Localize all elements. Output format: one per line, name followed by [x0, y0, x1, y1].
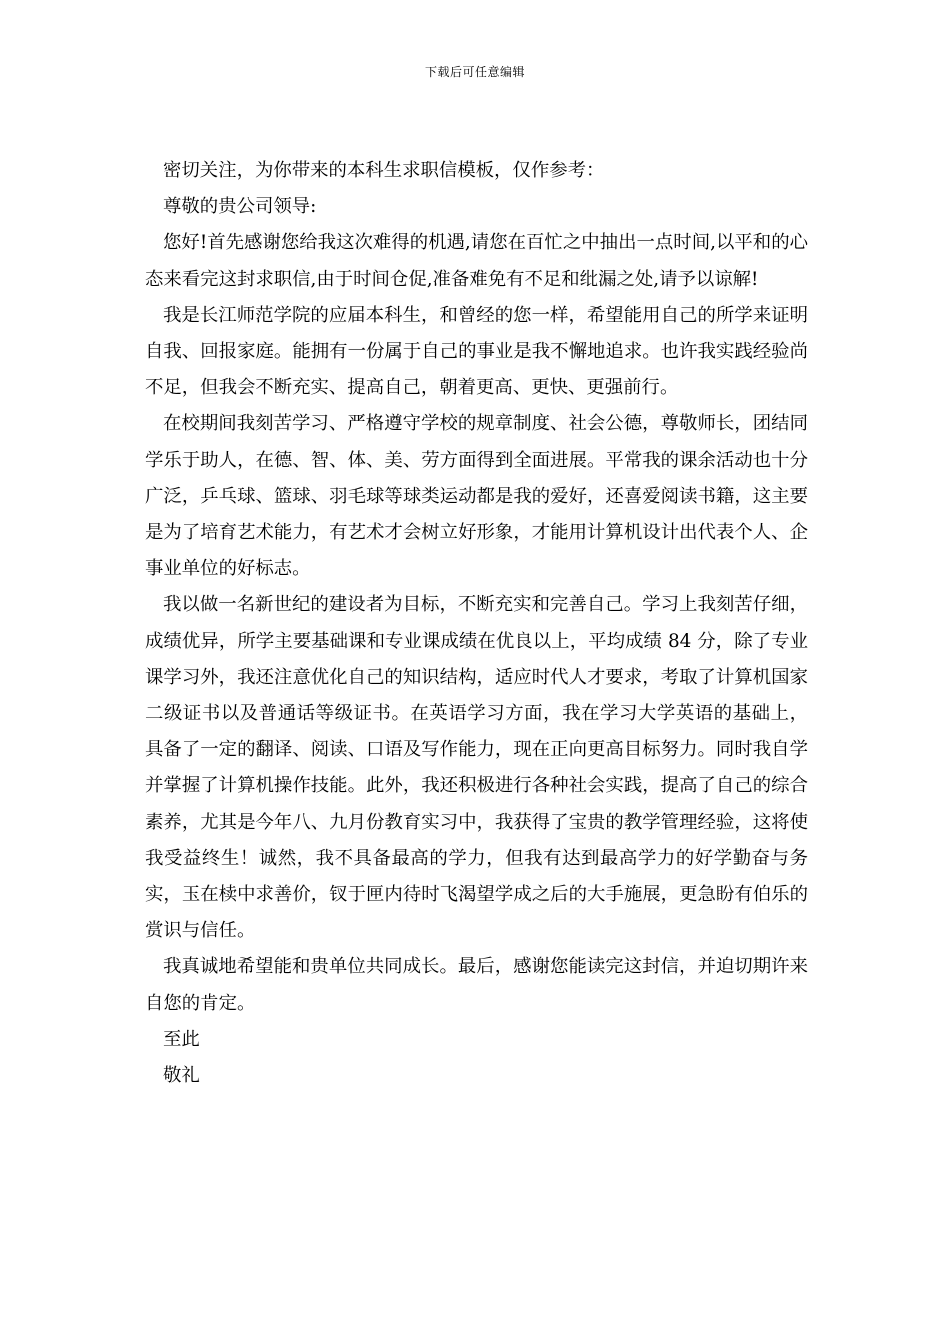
- letter-intro: 密切关注，为你带来的本科生求职信模板，仅作参考：: [163, 160, 605, 181]
- letter-paragraph-greeting: 您好!首先感谢您给我这次难得的机遇,请您在百忙之中抽出一点时间,以平和的心态来看完这封求职信,由于时间仓促,准备难免有不足和纰漏之处,请予以谅解!: [145, 232, 808, 290]
- letter-paragraph-introduction: 我是长江师范学院的应届本科生，和曾经的您一样，希望能用自己的所学来证明自我、回报家庭。能拥有一份属于自己的事业是我不懈地追求。也许我实践经验尚不足，但我会不断充实、提高自己，朝着更高、更快、更强前行。: [145, 304, 808, 399]
- letter-paragraph-school-life: 在校期间我刻苦学习、严格遵守学校的规章制度、社会公德，尊敬师长，团结同学乐于助人，在德、智、体、美、劳方面得到全面进展。平常我的课余活动也十分广泛，乒乓球、篮球、羽毛球等球类运动都是我的爱好，还喜爱阅读书籍，这主要是为了培育艺术能力，有艺术才会树立好形象，才能用计算机设计出代表个人、企事业单位的好标志。: [145, 413, 808, 580]
- letter-salutation: 尊敬的贵公司领导:: [163, 196, 317, 218]
- letter-paragraph-conclusion: 我真诚地希望能和贵单位共同成长。最后，感谢您能读完这封信，并迫切期许来自您的肯定。: [145, 956, 808, 1014]
- header-note: 下载后可任意编辑: [424, 65, 525, 79]
- letter-closing-1: 至此: [163, 1028, 200, 1050]
- letter-closing-2: 敬礼: [163, 1065, 200, 1087]
- letter-paragraph-achievements: 我以做一名新世纪的建设者为目标，不断充实和完善自己。学习上我刻苦仔细，成绩优异，所学主要基础课和专业课成绩在优良以上，平均成绩 84 分，除了专业课学习外，我还注意优化自己的知识结构，适应时代人才要求，考取了计算机国家二级证书以及普通话等级证书。在英语学习方面，我在学习大学英语的基础上， 具备了一定的翻译、阅读、口语及写作能力，现在正向更高目标努力。同时我自学并掌握了计算机操作技能。此外，我还积极进行各种社会实践，提高了自己的综合素养，尤其是今年八、九月份教育实习中，我获得了宝贵的教学管理经验，这将使我受益终生！诚然，我不具备最高的学力，但我有达到最高学力的好学勤奋与务实，玉在椟中求善价，钗于匣内待时飞渴望学成之后的大手施展，更急盼有伯乐的赏识与信任。: [145, 594, 808, 942]
- letter-body: [145, 153, 808, 1094]
